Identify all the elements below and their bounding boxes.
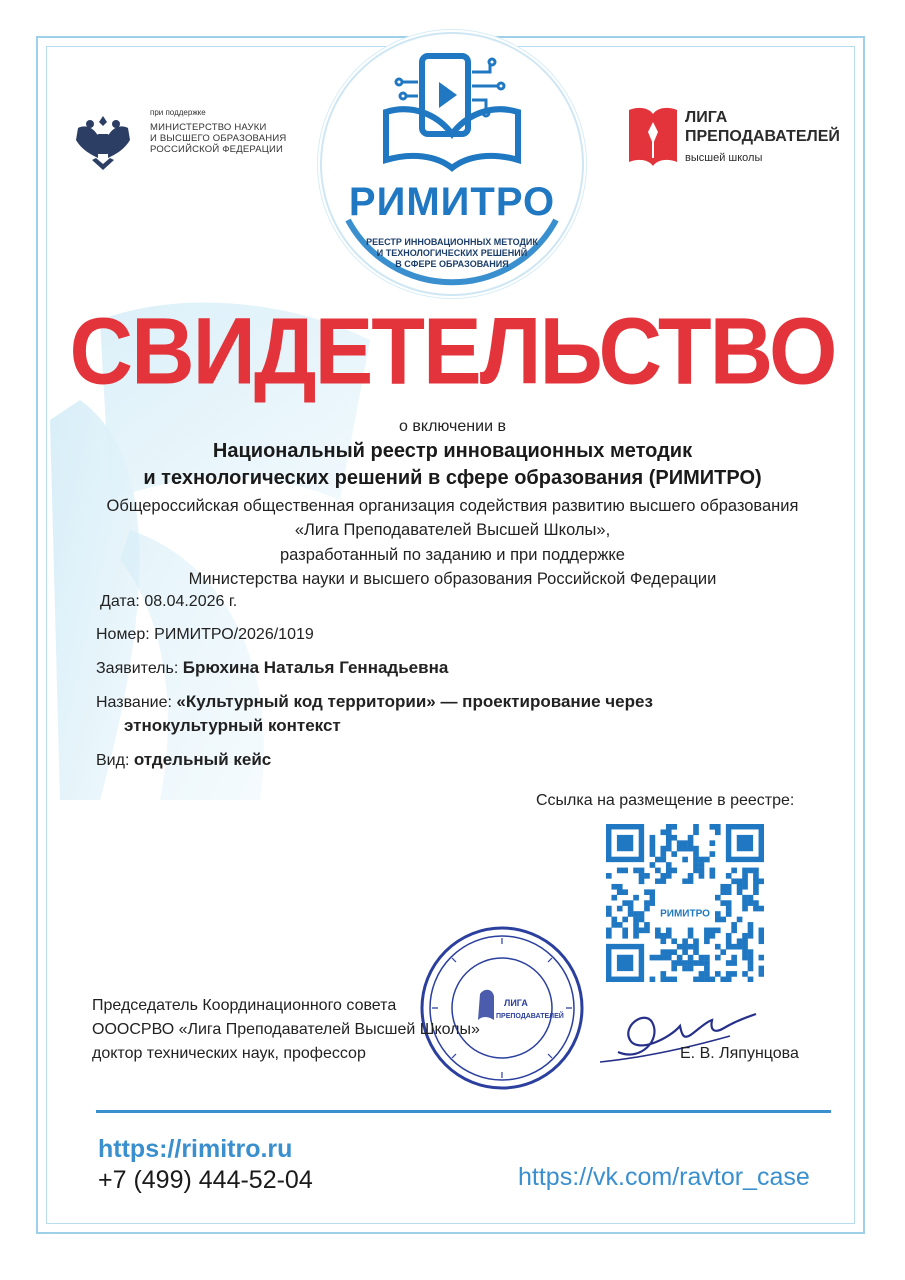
- support-label: при поддержке: [150, 108, 206, 117]
- emblem-subtitle-line: РЕЕСТР ИННОВАЦИОННЫХ МЕТОДИК: [366, 237, 538, 247]
- org-line-1: Общероссийская общественная организация содействия развитию высшего образования: [106, 497, 799, 515]
- applicant-value: Брюхина Наталья Геннадьевна: [182, 658, 449, 677]
- ministry-logo: [68, 108, 308, 188]
- qr-code[interactable]: [606, 824, 764, 982]
- ministry-line: РОССИЙСКОЙ ФЕДЕРАЦИИ: [150, 144, 284, 155]
- name-value-line-1: «Культурный код территории» — проектирование через: [176, 692, 653, 711]
- name-value-line-2: этнокультурный контекст: [124, 716, 341, 735]
- coat-of-arms-icon: [68, 110, 138, 180]
- league-logo: [627, 100, 847, 180]
- ministry-name: [150, 122, 310, 155]
- name-field: [96, 692, 653, 712]
- emblem-subtitle-line: И ТЕХНОЛОГИЧЕСКИХ РЕШЕНИЙ: [376, 248, 528, 258]
- org-line-2: «Лига Преподавателей Высшей Школы»,: [294, 521, 611, 539]
- footer-divider: [96, 1110, 831, 1113]
- kind-label: Вид:: [96, 752, 130, 769]
- phone-number[interactable]: +7 (499) 444-52-04: [98, 1166, 313, 1194]
- qr-caption: Ссылка на размещение в реестре:: [536, 792, 795, 809]
- league-logo-line1: ЛИГА: [685, 109, 728, 126]
- rimitro-emblem: [318, 30, 586, 298]
- name-field-cont: [124, 716, 341, 736]
- signer-title-line1: Председатель Координационного совета: [92, 997, 397, 1014]
- ministry-line: МИНИСТЕРСТВО НАУКИ: [150, 122, 267, 133]
- applicant-label: Заявитель:: [96, 660, 179, 677]
- league-logo-line2: ПРЕПОДАВАТЕЛЕЙ: [685, 128, 840, 145]
- intro-text: о включении в: [399, 418, 506, 435]
- date-field: Дата: 08.04.2026 г.: [100, 593, 238, 610]
- signer-name: Е. В. Ляпунцова: [680, 1045, 799, 1062]
- ministry-line: И ВЫСШЕГО ОБРАЗОВАНИЯ: [150, 133, 287, 144]
- certificate-title: СВИДЕТЕЛЬСТВО: [69, 296, 836, 404]
- book-device-icon: [382, 52, 522, 172]
- applicant-field: [96, 658, 448, 678]
- kind-value: отдельный кейс: [133, 750, 272, 769]
- league-logo-line3: высшей школы: [685, 152, 763, 164]
- registry-line-2: и технологических решений в сфере образования (РИМИТРО): [143, 467, 762, 489]
- emblem-subtitle: [318, 237, 586, 270]
- site-link[interactable]: https://rimitro.ru: [98, 1135, 293, 1163]
- stamp-text-line1: ЛИГА: [504, 998, 528, 1008]
- org-line-4: Министерства науки и высшего образования Российской Федерации: [188, 570, 717, 588]
- emblem-subtitle-line: В СФЕРЕ ОБРАЗОВАНИЯ: [395, 259, 509, 269]
- round-stamp-icon: [418, 924, 586, 1092]
- stamp-text-line2: ПРЕПОДАВАТЕЛЕЙ: [496, 1013, 564, 1020]
- name-label: Название:: [96, 694, 172, 711]
- emblem-title: РИМИТРО: [348, 180, 556, 224]
- vk-link[interactable]: https://vk.com/ravtor_case: [518, 1163, 810, 1191]
- qr-center-label: РИМИТРО: [660, 908, 710, 920]
- signer-title-line3: доктор технических наук, профессор: [92, 1045, 366, 1062]
- signer-title-line2: ОООСРВО «Лига Преподавателей Высшей Школы»: [92, 1021, 480, 1038]
- open-book-pen-icon: [627, 104, 679, 168]
- kind-field: [96, 750, 271, 770]
- org-line-3: разработанный по заданию и при поддержке: [279, 546, 625, 564]
- registry-line-1: Национальный реестр инновационных методик: [212, 440, 693, 462]
- number-field: Номер: РИМИТРО/2026/1019: [96, 626, 314, 643]
